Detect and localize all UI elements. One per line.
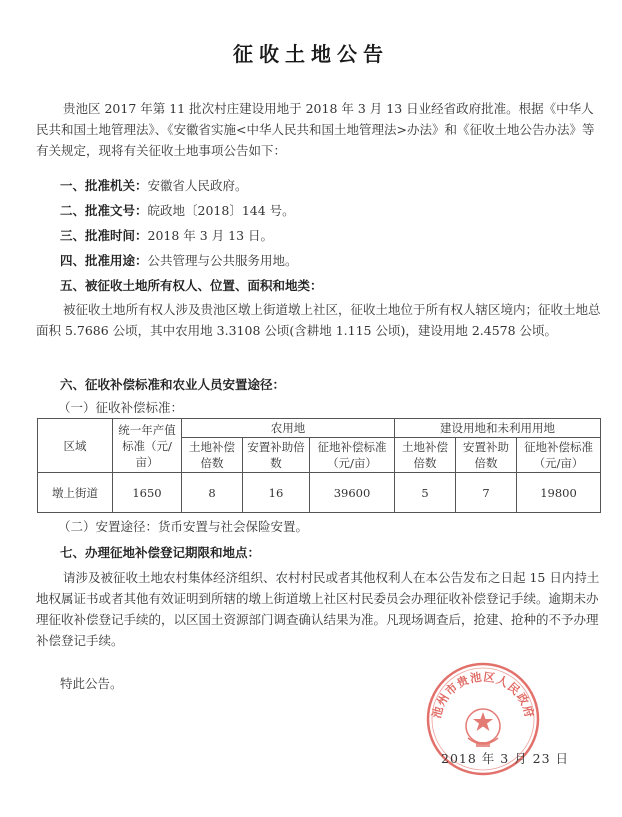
cell-agri-land-multiple: 8: [182, 473, 243, 513]
announcement-date: 2018 年 3 月 23 日: [441, 751, 570, 766]
cell-build-standard: 19800: [517, 473, 601, 513]
header-agri-resettle-multiple: 安置补助倍数: [243, 438, 310, 473]
section-compensation-heading: 六、征收补偿标准和农业人员安置途径：: [60, 377, 286, 392]
table-header-row: [38, 419, 601, 438]
resettlement-subheading: （二）安置途径：货币安置与社会保险安置。: [58, 519, 309, 534]
item-approval-number: [60, 201, 295, 221]
header-build-land-multiple: 土地补偿倍数: [395, 438, 456, 473]
item-text: 2018 年 3 月 13 日。: [147, 228, 274, 243]
item-approval-time: [60, 226, 273, 246]
cell-build-resettle-multiple: 7: [456, 473, 517, 513]
item-heading: 一、批准机关：: [60, 178, 148, 193]
item-heading: 四、批准用途：: [60, 253, 148, 268]
header-unified-value: 统一年产值标准（元/亩）: [113, 419, 182, 473]
section-registration-heading: 七、办理征地补偿登记期限和地点：: [60, 545, 261, 560]
emblem-icon: [466, 709, 500, 747]
item-heading: 二、批准文号：: [60, 203, 148, 218]
compensation-table: [37, 418, 601, 513]
item-text: 公共管理与公共服务用地。: [147, 253, 298, 268]
item-heading: 五、被征收土地所有权人、位置、面积和地类：: [60, 278, 323, 293]
item-approval-purpose: [60, 251, 298, 271]
cell-agri-standard: 39600: [310, 473, 395, 513]
compensation-standard-subheading: （一）征收补偿标准：: [58, 400, 184, 415]
header-region: 区域: [38, 419, 113, 473]
header-agri-land-multiple: 土地补偿倍数: [182, 438, 243, 473]
item-land-info-heading: [60, 276, 323, 296]
cell-unified-value: 1650: [113, 473, 182, 513]
cell-region: 墩上街道: [38, 473, 113, 513]
intro-paragraph: 贵池区 2017 年第 11 批次村庄建设用地于 2018 年 3 月 13 日业经省政府批准。根据《中华人民共和国土地管理法》、《安徽省实施<中华人民共和国土地管理法>办法》和《征收土地公告办法》等有关规定，现将有关征收土地事项公告如下：: [36, 101, 595, 158]
cell-build-land-multiple: 5: [395, 473, 456, 513]
cell-agri-resettle-multiple: 16: [243, 473, 310, 513]
closing-text: 特此公告。: [60, 676, 123, 691]
item-text: 皖政地〔2018〕144 号。: [147, 203, 295, 218]
seal-text: 池州市贵池区人民政府: [429, 669, 537, 720]
land-info-paragraph: 被征收土地所有权人涉及贵池区墩上街道墩上社区，征收土地位于所有权人辖区境内；征收土地总面积 5.7686 公顷，其中农用地 3.3108 公顷(含耕地 1.115 公顷)，建设用地 2.4578 公顷。: [36, 302, 601, 338]
registration-paragraph: 请涉及被征收土地农村集体经济组织、农村村民或者其他权利人在本公告发布之日起 15 日内持土地权属证书或者其他有效证明到所辖的墩上街道墩上社区村民委员会办理征收补偿登记手续。逾期未办理征收补偿登记手续的，以区国土资源部门调查确认结果为准。凡现场调查后，抢建、抢种的不予办理补偿登记手续。: [36, 570, 600, 648]
header-build-standard: 征地补偿标准（元/亩）: [517, 438, 601, 473]
header-construction-land: 建设用地和未利用用地: [395, 419, 601, 438]
item-approval-authority: [60, 176, 248, 196]
header-agricultural-land: 农用地: [182, 419, 395, 438]
header-build-resettle-multiple: 安置补助倍数: [456, 438, 517, 473]
header-agri-standard: 征地补偿标准（元/亩）: [310, 438, 395, 473]
item-text: 安徽省人民政府。: [147, 178, 248, 193]
item-heading: 三、批准时间：: [60, 228, 148, 243]
table-row: [38, 473, 601, 513]
page-title: 征收土地公告: [233, 42, 389, 66]
